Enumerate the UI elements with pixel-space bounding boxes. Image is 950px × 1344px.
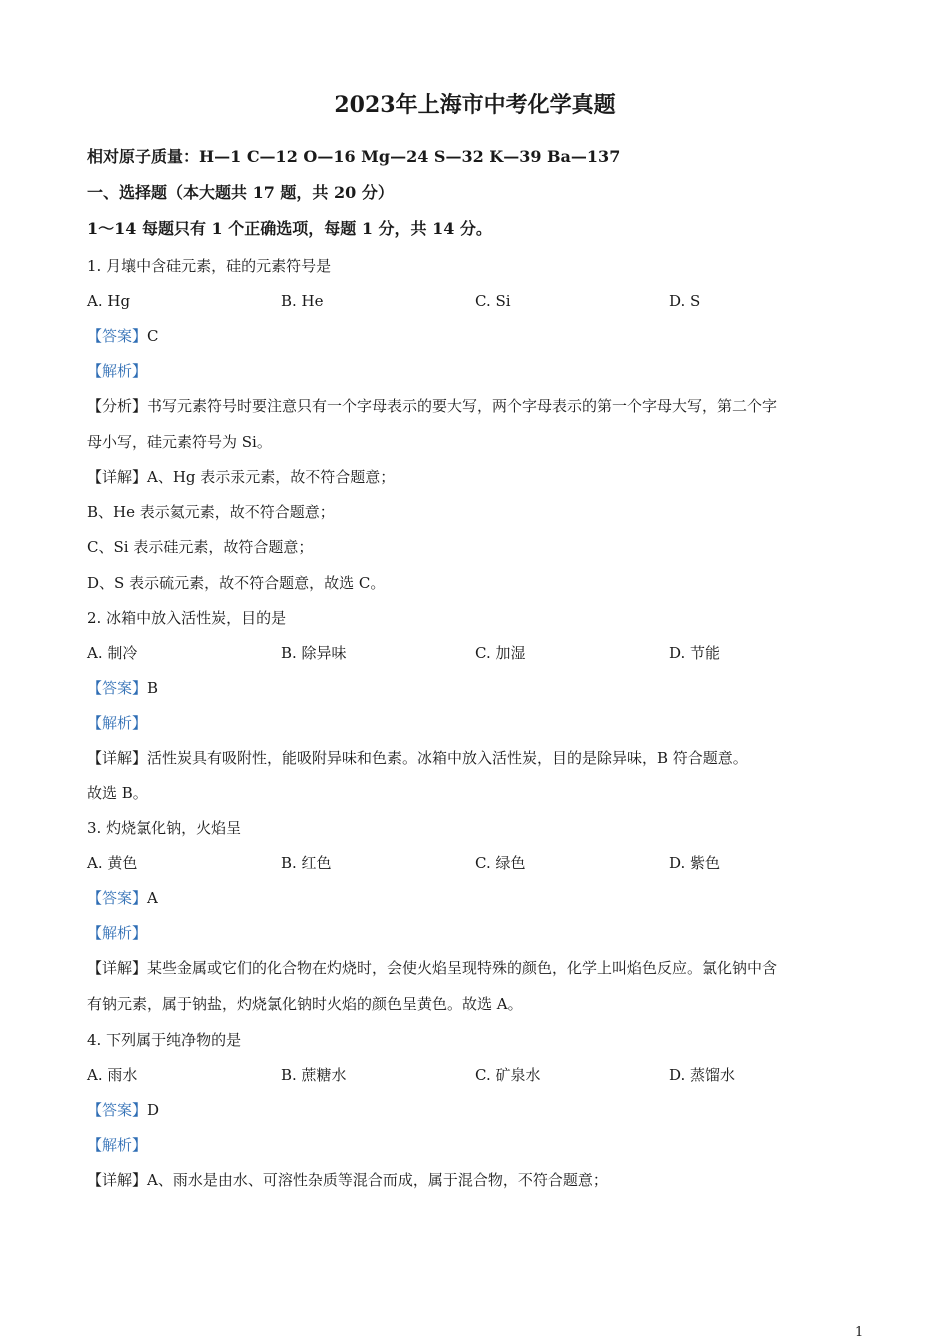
q1-analysis-heading — [87, 360, 867, 382]
q3-analysis-heading — [87, 922, 867, 944]
q2-option-a: A. 制冷 — [87, 644, 138, 662]
answer-tag: 【答案】 — [87, 327, 148, 345]
analysis-tag: 【解析】 — [87, 714, 148, 732]
section-heading: 一、选择题（本大题共 17 题，共 20 分） — [87, 183, 394, 202]
answer-tag: 【答案】 — [87, 889, 148, 907]
q1-answer — [87, 325, 867, 347]
q3-answer-value: A — [147, 889, 158, 907]
q1-stem: 1. 月壤中含硅元素，硅的元素符号是 — [87, 257, 332, 275]
q1-fenxi-text-1: 书写元素符号时要注意只有一个字母表示的要大写，两个字母表示的第一个字母大写，第二个字 — [147, 397, 778, 415]
q2-stem: 2. 冰箱中放入活性炭，目的是 — [87, 609, 287, 627]
q4-option-d: D. 蒸馏水 — [669, 1066, 736, 1084]
detail-tag: 【详解】 — [87, 959, 148, 977]
q1-detail-1 — [87, 466, 867, 488]
q1-fenxi-2: 母小写，硅元素符号为 Si。 — [87, 433, 272, 451]
q3-option-a: A. 黄色 — [87, 854, 138, 872]
q4-answer — [87, 1099, 867, 1121]
analysis-tag: 【解析】 — [87, 924, 148, 942]
page-number: 1 — [855, 1325, 864, 1340]
q1-option-b: B. He — [281, 292, 324, 310]
q3-stem: 3. 灼烧氯化钠，火焰呈 — [87, 819, 242, 837]
q1-fenxi-1 — [87, 395, 867, 417]
analysis-tag: 【解析】 — [87, 362, 148, 380]
analysis-tag: 【解析】 — [87, 1136, 148, 1154]
q2-option-d: D. 节能 — [669, 644, 721, 662]
q3-option-b: B. 红色 — [281, 854, 332, 872]
instruction-line: 1～14 每题只有 1 个正确选项，每题 1 分，共 14 分。 — [87, 219, 492, 238]
answer-tag: 【答案】 — [87, 679, 148, 697]
q1-detail-3: C、Si 表示硅元素，故符合题意； — [87, 538, 314, 556]
atomic-mass-line: 相对原子质量：H—1 C—12 O—16 Mg—24 S—32 K—39 Ba—137 — [87, 147, 621, 166]
q2-option-c: C. 加湿 — [475, 644, 526, 662]
q1-detail-4: D、S 表示硫元素，故不符合题意，故选 C。 — [87, 574, 386, 592]
q4-answer-value: D — [147, 1101, 160, 1119]
q3-detail-text-1: 某些金属或它们的化合物在灼烧时，会使火焰呈现特殊的颜色，化学上叫焰色反应。氯化钠中含 — [147, 959, 778, 977]
q4-option-c: C. 矿泉水 — [475, 1066, 541, 1084]
q1-detail-2: B、He 表示氦元素，故不符合题意； — [87, 503, 335, 521]
q2-detail-1 — [87, 747, 867, 769]
q2-answer-value: B — [147, 679, 159, 697]
q2-detail-2: 故选 B。 — [87, 784, 148, 802]
q2-answer — [87, 677, 867, 699]
q3-detail-2: 有钠元素，属于钠盐，灼烧氯化钠时火焰的颜色呈黄色。故选 A。 — [87, 995, 523, 1013]
q1-detail-text-1: A、Hg 表示汞元素，故不符合题意； — [147, 468, 396, 486]
q4-stem: 4. 下列属于纯净物的是 — [87, 1031, 242, 1049]
answer-tag: 【答案】 — [87, 1101, 148, 1119]
q4-detail-text-1: A、雨水是由水、可溶性杂质等混合而成，属于混合物，不符合题意； — [147, 1171, 608, 1189]
page-title: 2023年上海市中考化学真题 — [334, 92, 616, 118]
q3-answer — [87, 887, 867, 909]
q4-analysis-heading — [87, 1134, 867, 1156]
q3-option-d: D. 紫色 — [669, 854, 721, 872]
q4-detail-1 — [87, 1169, 867, 1191]
q2-option-b: B. 除异味 — [281, 644, 347, 662]
q3-option-c: C. 绿色 — [475, 854, 526, 872]
q4-option-a: A. 雨水 — [87, 1066, 138, 1084]
fenxi-tag: 【分析】 — [87, 397, 148, 415]
q1-option-c: C. Si — [475, 292, 511, 310]
q1-answer-value: C — [147, 327, 159, 345]
q2-detail-text-1: 活性炭具有吸附性，能吸附异味和色素。冰箱中放入活性炭，目的是除异味，B 符合题意。 — [147, 749, 748, 767]
q4-option-b: B. 蔗糖水 — [281, 1066, 347, 1084]
q1-option-a: A. Hg — [87, 292, 131, 310]
detail-tag: 【详解】 — [87, 1171, 148, 1189]
q3-detail-1 — [87, 957, 867, 979]
detail-tag: 【详解】 — [87, 749, 148, 767]
q1-option-d: D. S — [669, 292, 701, 310]
detail-tag: 【详解】 — [87, 468, 148, 486]
q2-analysis-heading — [87, 712, 867, 734]
